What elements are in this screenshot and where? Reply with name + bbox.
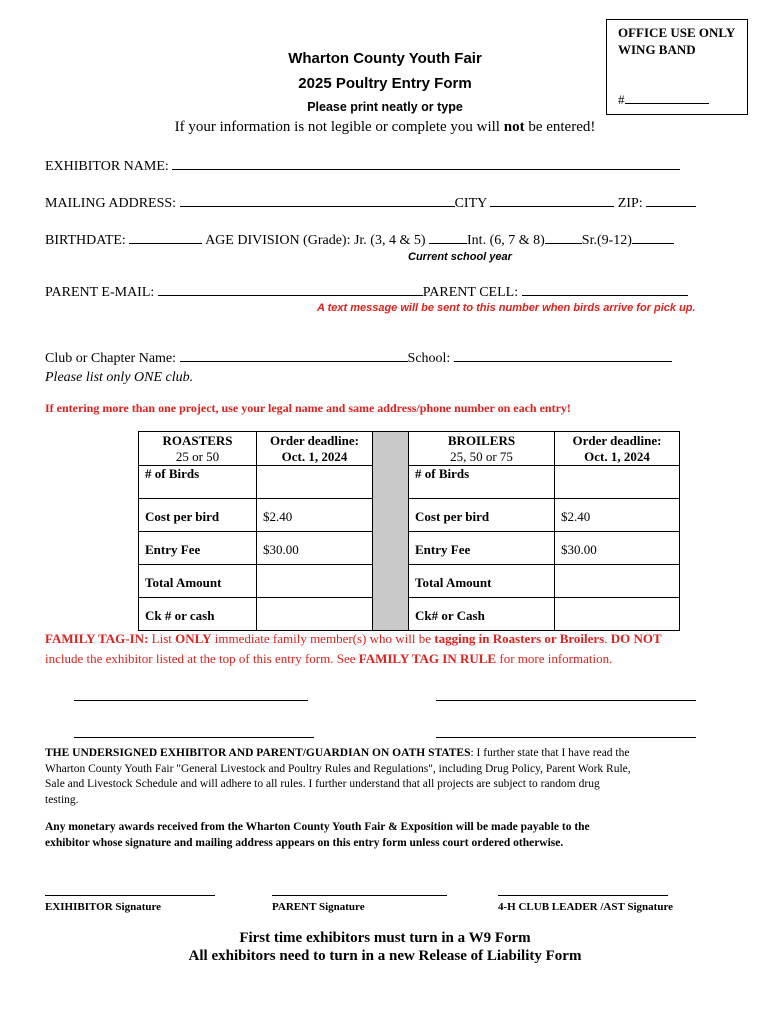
family-tag-line1: FAMILY TAG-IN: List ONLY immediate family member(s) who will be tagging in Roasters or Broilers. DO NOT [45, 631, 662, 646]
current-school-year-note: Current school year [408, 251, 512, 263]
table-row [139, 532, 680, 565]
family-member-line[interactable] [74, 699, 308, 701]
roasters-birds-label: # of Birds [139, 466, 257, 499]
family-tag-line2: include the exhibitor listed at the top of this entry form. See FAMILY TAG IN RULE for more information. [45, 651, 613, 666]
age-division-label: AGE DIVISION (Grade): Jr. (3, 4 & 5) [205, 233, 426, 248]
club-name-label: Club or Chapter Name: [45, 351, 177, 366]
parent-contact-field[interactable] [45, 285, 688, 301]
exhibitor-name-label: EXHIBITOR NAME: [45, 159, 169, 174]
roasters-check-input[interactable] [257, 598, 373, 631]
school-label: School: [407, 351, 451, 366]
roasters-cost-value: $2.40 [257, 499, 373, 532]
family-member-line[interactable] [74, 736, 314, 738]
wing-band-number-label: # [618, 92, 625, 107]
exhibitor-signature-line[interactable] [45, 894, 215, 896]
birthdate-age-field[interactable] [45, 233, 674, 249]
roasters-deadline: Order deadline: Oct. 1, 2024 [257, 432, 373, 466]
mailing-address-label: MAILING ADDRESS: [45, 196, 177, 211]
parent-signature-label: PARENT Signature [272, 901, 365, 913]
table-row [139, 598, 680, 631]
broilers-fee-label: Entry Fee [409, 532, 555, 565]
table-divider [373, 432, 409, 631]
club-school-field[interactable] [45, 351, 672, 367]
birthdate-label: BIRTHDATE: [45, 233, 126, 248]
city-label: CITY [454, 196, 487, 211]
broilers-deadline: Order deadline: Oct. 1, 2024 [555, 432, 680, 466]
roasters-header: ROASTERS 25 or 50 [139, 432, 257, 466]
org-title: Wharton County Youth Fair [288, 50, 482, 67]
leader-signature-label: 4-H CLUB LEADER /AST Signature [498, 901, 674, 913]
multi-project-note: If entering more than one project, use your legal name and same address/phone number on each entry! [45, 401, 571, 415]
exhibitor-signature-label: EXIHIBITOR Signature [45, 901, 162, 913]
office-use-title: OFFICE USE ONLY [618, 25, 736, 40]
sr-label: Sr.(9-12) [581, 233, 632, 248]
broilers-cost-label: Cost per bird [409, 499, 555, 532]
parent-cell-label: PARENT CELL: [422, 285, 519, 300]
broilers-total-input[interactable] [555, 565, 680, 598]
entry-table [138, 431, 680, 631]
zip-label: ZIP: [617, 196, 643, 211]
table-row [139, 466, 680, 499]
roasters-total-label: Total Amount [139, 565, 257, 598]
one-club-note: Please list only ONE club. [45, 370, 194, 385]
roasters-total-input[interactable] [257, 565, 373, 598]
parent-email-label: PARENT E-MAIL: [45, 285, 155, 300]
family-member-line[interactable] [436, 699, 696, 701]
table-row [139, 565, 680, 598]
broilers-fee-value: $30.00 [555, 532, 680, 565]
table-header-row [139, 432, 680, 466]
broilers-check-label: Ck# or Cash [409, 598, 555, 631]
parent-signature-line[interactable] [272, 894, 447, 896]
oath-statement: THE UNDERSIGNED EXHIBITOR AND PARENT/GUARDIAN ON OATH STATES: I further state that I have read the Wharton County Youth Fair "General Livestock and Poultry Rules and Regulations", including Drug Policy, Parent Work Rule, Sale and Livestock Schedule and will adhere to all rules. I further understand that all projects are subject to random drug testing. [45, 747, 631, 806]
family-member-line[interactable] [436, 736, 696, 738]
broilers-header: BROILERS 25, 50 or 75 [409, 432, 555, 466]
monetary-awards-note: Any monetary awards received from the Wharton County Youth Fair & Exposition will be made payable to the exhibitor whose signature and mailing address appears on this entry form unless court ordered otherwise. [45, 821, 590, 849]
broilers-total-label: Total Amount [409, 565, 555, 598]
roasters-fee-value: $30.00 [257, 532, 373, 565]
mailing-address-field[interactable] [45, 196, 696, 212]
roasters-birds-input[interactable] [257, 466, 373, 499]
print-note: Please print neatly or type [307, 100, 463, 114]
text-message-note: A text message will be sent to this number when birds arrive for pick up. [317, 302, 696, 314]
roasters-check-label: Ck # or cash [139, 598, 257, 631]
broilers-check-input[interactable] [555, 598, 680, 631]
table-row [139, 499, 680, 532]
legibility-note: If your information is not legible or complete you will not be entered! [174, 119, 596, 135]
broilers-birds-label: # of Birds [409, 466, 555, 499]
liability-note: All exhibitors need to turn in a new Release of Liability Form [188, 948, 582, 964]
broilers-cost-value: $2.40 [555, 499, 680, 532]
w9-note: First time exhibitors must turn in a W9 Form [239, 930, 531, 946]
int-label: Int. (6, 7 & 8) [467, 233, 545, 248]
roasters-fee-label: Entry Fee [139, 532, 257, 565]
leader-signature-line[interactable] [498, 894, 668, 896]
form-title: 2025 Poultry Entry Form [298, 75, 472, 92]
broilers-birds-input[interactable] [555, 466, 680, 499]
roasters-cost-label: Cost per bird [139, 499, 257, 532]
exhibitor-name-field[interactable] [45, 159, 680, 175]
wing-band-label: WING BAND [618, 42, 696, 57]
